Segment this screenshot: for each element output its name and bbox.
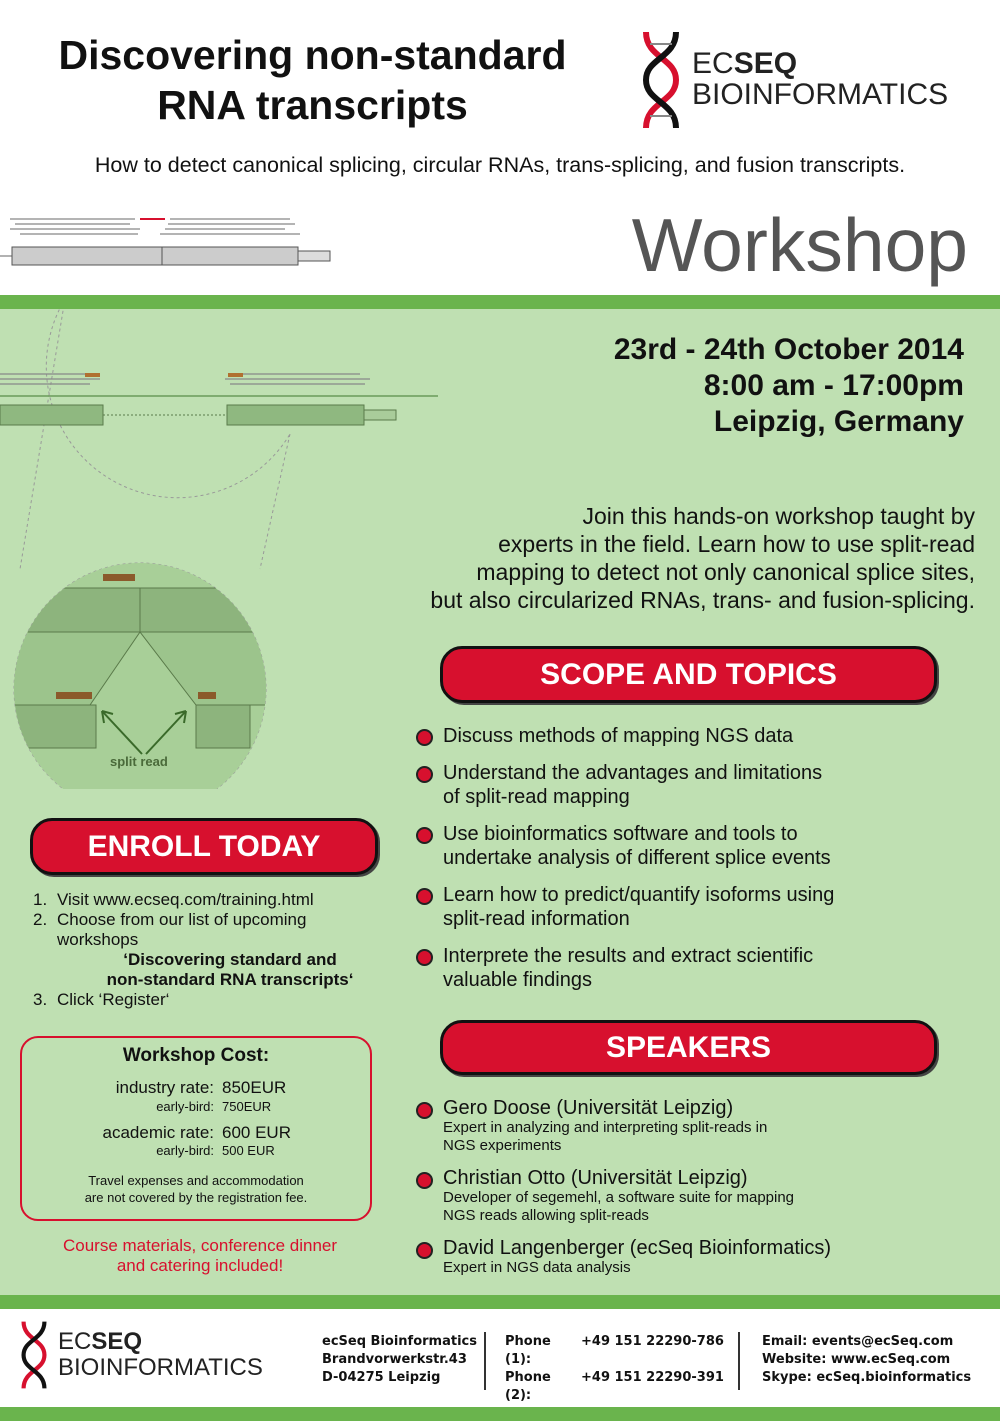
dna-helix-icon	[18, 1320, 50, 1390]
address-line: Brandvorwerkstr.43	[322, 1352, 467, 1367]
list-item	[416, 883, 986, 931]
phone-value: +49 151 22290-391	[581, 1370, 724, 1385]
industry-rate-price: 850EUR	[222, 1078, 287, 1097]
step-number: 3.	[33, 990, 48, 1009]
split-read-label: split read	[110, 754, 168, 769]
phone-label: Phone (2):	[505, 1370, 551, 1403]
workshop-name-quote: ‘Discovering standard and	[123, 950, 337, 969]
intro-line: experts in the field. Learn how to use split-read	[498, 531, 975, 557]
step-text: Click ‘Register‘	[57, 990, 170, 1009]
ecseq-logo-header	[638, 30, 948, 130]
subtitle: How to detect canonical splicing, circular RNAs, trans-splicing, and fusion transcripts.	[94, 153, 906, 177]
workshop-heading: Workshop	[631, 203, 968, 287]
speaker-name: Gero Doose (Universität Leipzig)	[443, 1097, 734, 1119]
cost-note	[20, 1172, 372, 1206]
gene-diagram-top	[0, 205, 420, 305]
step-text: Visit www.ecseq.com/training.html	[57, 890, 314, 909]
bullet-dot-icon	[416, 1102, 433, 1119]
footer-separator	[484, 1332, 486, 1390]
logo-ec: EC	[692, 47, 734, 80]
list-item	[416, 1167, 986, 1225]
academic-rate-price: 600 EUR	[222, 1123, 291, 1142]
workshop-name-quote: non-standard RNA transcripts‘	[106, 970, 354, 989]
list-item	[416, 944, 986, 992]
speaker-name: Christian Otto (Universität Leipzig)	[443, 1167, 748, 1189]
academic-earlybird-label: early-bird:	[156, 1143, 214, 1158]
included-line: and catering included!	[116, 1256, 284, 1275]
topic-line: Use bioinformatics software and tools to	[443, 823, 798, 845]
bullet-dot-icon	[416, 949, 433, 966]
intro-line: Join this hands-on workshop taught by	[582, 503, 975, 529]
topic-line: Interprete the results and extract scientific	[443, 945, 814, 967]
bullet-dot-icon	[416, 827, 433, 844]
topic-line: Discuss methods of mapping NGS data	[443, 725, 794, 747]
logo-bioinformatics: BIOINFORMATICS	[692, 78, 949, 111]
bullet-dot-icon	[416, 1172, 433, 1189]
topic-line: split-read information	[443, 908, 630, 930]
address-line: D-04275 Leipzig	[322, 1370, 441, 1385]
list-item	[416, 1237, 986, 1277]
topic-line: of split-read mapping	[443, 786, 630, 808]
phone-value: +49 151 22290-786	[581, 1334, 724, 1349]
note-line: are not covered by the registration fee.	[84, 1190, 308, 1205]
bullet-dot-icon	[416, 888, 433, 905]
logo-ec: EC	[58, 1328, 92, 1355]
speaker-desc: NGS reads allowing split-reads	[443, 1207, 649, 1224]
scope-heading: SCOPE AND TOPICS	[440, 646, 937, 703]
event-date: 23rd - 24th October 2014	[613, 333, 964, 366]
intro-paragraph	[280, 502, 975, 614]
industry-rate-label: industry rate:	[115, 1078, 214, 1097]
logo-seq: SEQ	[91, 1328, 143, 1355]
bullet-dot-icon	[416, 729, 433, 746]
enroll-heading: ENROLL TODAY	[30, 818, 378, 875]
event-time: 8:00 am - 17:00pm	[703, 369, 964, 402]
list-item	[416, 822, 986, 870]
ecseq-logo-footer	[18, 1320, 263, 1390]
bullet-dot-icon	[416, 766, 433, 783]
speaker-desc: Expert in NGS data analysis	[443, 1259, 631, 1276]
topic-line: valuable findings	[443, 969, 592, 991]
enroll-steps	[33, 890, 403, 1010]
footer-separator	[738, 1332, 740, 1390]
list-item	[416, 724, 986, 748]
speaker-desc: Expert in analyzing and interpreting split-reads in	[443, 1119, 768, 1136]
speakers-list	[416, 1097, 986, 1289]
speaker-desc: NGS experiments	[443, 1137, 562, 1154]
intro-line: but also circularized RNAs, trans- and fusion-splicing.	[430, 587, 975, 613]
step-number: 1.	[33, 890, 48, 909]
list-item	[416, 761, 986, 809]
topic-line: Understand the advantages and limitations	[443, 762, 823, 784]
speaker-name: David Langenberger (ecSeq Bioinformatics)	[443, 1237, 831, 1259]
poster-title	[10, 30, 615, 130]
title-line-1: Discovering non-standard	[58, 32, 567, 78]
academic-rate-label: academic rate:	[102, 1123, 214, 1142]
list-item	[416, 1097, 986, 1155]
footer-contact	[762, 1333, 971, 1387]
topics-list	[416, 724, 986, 1005]
topic-line: undertake analysis of different splice events	[443, 847, 831, 869]
step-text: workshops	[57, 930, 139, 949]
step-number: 2.	[33, 910, 48, 929]
green-divider-top	[0, 295, 1000, 309]
industry-earlybird-price: 750EUR	[222, 1099, 272, 1114]
event-location: Leipzig, Germany	[713, 405, 964, 438]
academic-earlybird-price: 500 EUR	[222, 1143, 275, 1158]
footer-address	[322, 1333, 477, 1387]
included-note	[0, 1236, 400, 1276]
logo-seq: SEQ	[733, 47, 798, 80]
logo-bioinformatics: BIOINFORMATICS	[58, 1354, 263, 1381]
dna-helix-icon	[638, 30, 684, 130]
phone-label: Phone (1):	[505, 1334, 551, 1367]
intro-line: mapping to detect not only canonical splice sites,	[476, 559, 975, 585]
step-text: Choose from our list of upcoming	[57, 910, 307, 929]
email-text: Email: events@ecSeq.com	[762, 1334, 954, 1349]
bullet-dot-icon	[416, 1242, 433, 1259]
note-line: Travel expenses and accommodation	[88, 1173, 304, 1188]
speakers-heading: SPEAKERS	[440, 1020, 937, 1075]
green-divider-footer-top	[0, 1295, 1000, 1309]
address-line: ecSeq Bioinformatics	[322, 1334, 477, 1349]
industry-earlybird-label: early-bird:	[156, 1099, 214, 1114]
event-info	[614, 332, 964, 440]
skype-text: Skype: ecSeq.bioinformatics	[762, 1370, 972, 1385]
included-line: Course materials, conference dinner	[62, 1236, 338, 1255]
speaker-desc: Developer of segemehl, a software suite for mapping	[443, 1189, 795, 1206]
title-line-2: RNA transcripts	[157, 82, 468, 128]
topic-line: Learn how to predict/quantify isoforms using	[443, 884, 835, 906]
cost-title: Workshop Cost:	[122, 1045, 270, 1066]
green-divider-bottom	[0, 1407, 1000, 1421]
website-text: Website: www.ecSeq.com	[762, 1352, 951, 1367]
